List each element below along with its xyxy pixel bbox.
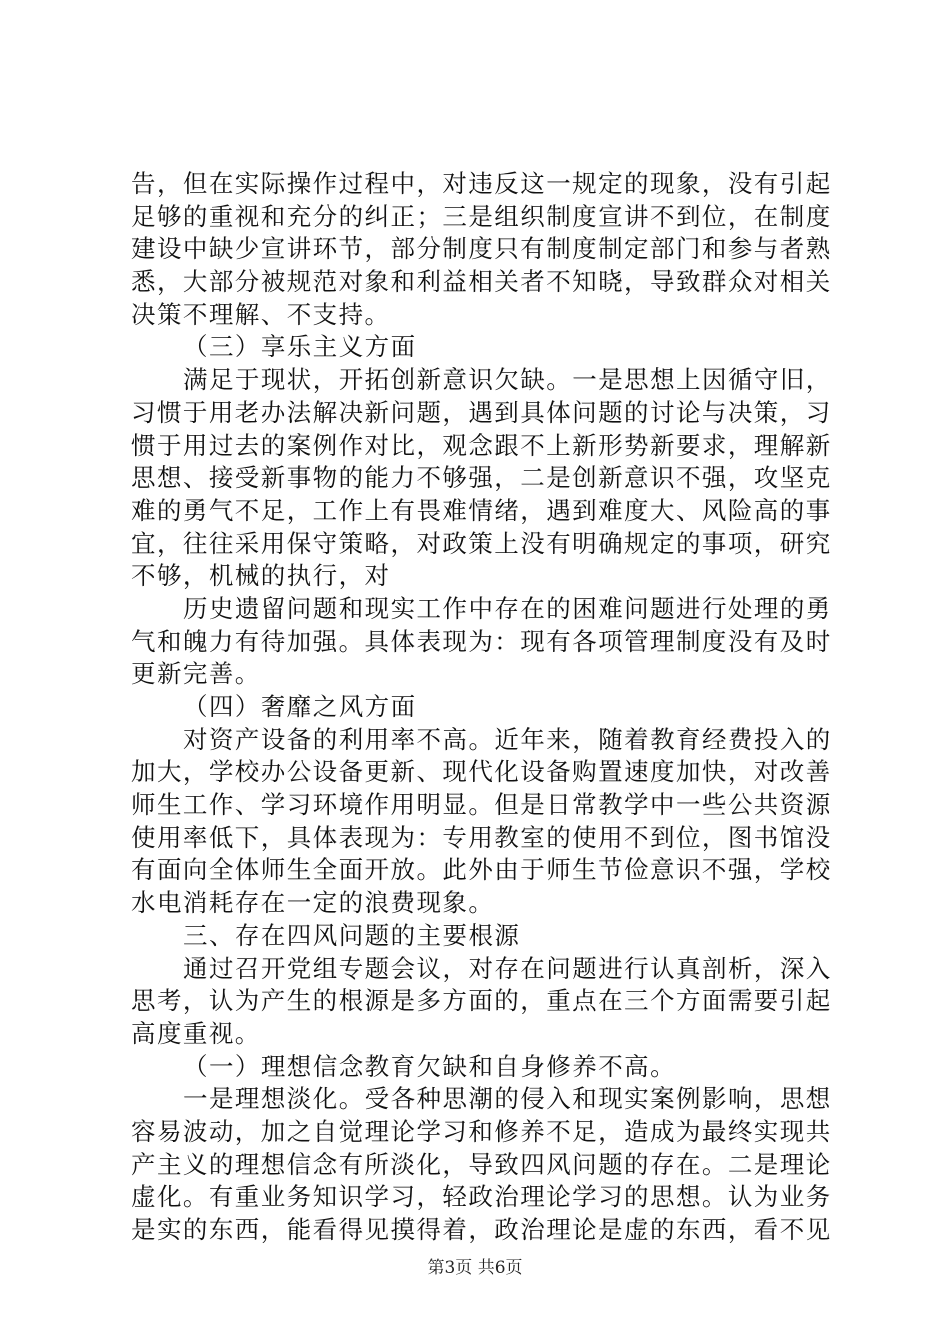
text-line: 虚化。有重业务知识学习，轻政治理论学习的思想。认为业务 (131, 1182, 832, 1212)
text-line: 满足于现状，开拓创新意识欠缺。一是思想上因循守旧， (183, 365, 832, 395)
text-line: 难的勇气不足，工作上有畏难情绪，遇到难度大、风险高的事 (131, 495, 832, 525)
text-line: 水电消耗存在一定的浪费现象。 (131, 888, 495, 918)
text-line: 告，但在实际操作过程中，对违反这一规定的现象，没有引起 (131, 169, 832, 198)
text-line: 决策不理解、不支持。 (131, 299, 391, 329)
text-line: 足够的重视和充分的纠正；三是组织制度宣讲不到位，在制度 (131, 201, 832, 231)
text-line: 不够，机械的执行，对 (131, 561, 391, 591)
text-line: 建设中缺少宣讲环节，部分制度只有制度制定部门和参与者熟 (131, 234, 832, 264)
text-line: 高度重视。 (131, 1018, 261, 1048)
text-line: 容易波动，加之自觉理论学习和修养不足，造成为最终实现共 (131, 1116, 832, 1146)
text-line: 历史遗留问题和现实工作中存在的困难问题进行处理的勇 (183, 593, 832, 623)
text-line: 对资产设备的利用率不高。近年来，随着教育经费投入的 (183, 724, 832, 754)
text-line: 三、存在四风问题的主要根源 (183, 920, 521, 950)
text-line: 更新完善。 (131, 659, 261, 689)
text-line: 思想、接受新事物的能力不够强，二是创新意识不强，攻坚克 (131, 463, 832, 493)
text-line: 一是理想淡化。受各种思潮的侵入和现实案例影响，思想 (183, 1084, 832, 1114)
text-line: 师生工作、学习环境作用明显。但是日常教学中一些公共资源 (131, 790, 832, 820)
text-line: （三）享乐主义方面 (183, 332, 417, 362)
text-line: 气和魄力有待加强。具体表现为：现有各项管理制度没有及时 (131, 626, 832, 656)
text-line: 惯于用过去的案例作对比，观念跟不上新形势新要求，理解新 (131, 430, 832, 460)
text-line: 悉，大部分被规范对象和利益相关者不知晓，导致群众对相关 (131, 267, 832, 297)
text-line: 使用率低下，具体表现为：专用教室的使用不到位，图书馆没 (131, 822, 832, 852)
text-line: 思考，认为产生的根源是多方面的，重点在三个方面需要引起 (131, 986, 832, 1016)
text-line: 是实的东西，能看得见摸得着，政治理论是虚的东西，看不见 (131, 1215, 832, 1244)
text-line: 加大，学校办公设备更新、现代化设备购置速度加快，对改善 (131, 757, 832, 787)
text-line: 产主义的理想信念有所淡化，导致四风问题的存在。二是理论 (131, 1149, 832, 1179)
text-line: 有面向全体师生全面开放。此外由于师生节俭意识不强，学校 (131, 855, 832, 885)
text-line: （一）理想信念教育欠缺和自身修养不高。 (183, 1051, 677, 1081)
text-line: 宜，往往采用保守策略，对政策上没有明确规定的事项，研究 (131, 528, 832, 558)
page-footer: 第3页 共6页 (427, 1258, 523, 1278)
text-line: 通过召开党组专题会议，对存在问题进行认真剖析，深入 (183, 953, 832, 983)
text-line: 习惯于用老办法解决新问题，遇到具体问题的讨论与决策，习 (131, 397, 832, 427)
text-line: （四）奢靡之风方面 (183, 692, 417, 721)
document-body (131, 168, 831, 1247)
